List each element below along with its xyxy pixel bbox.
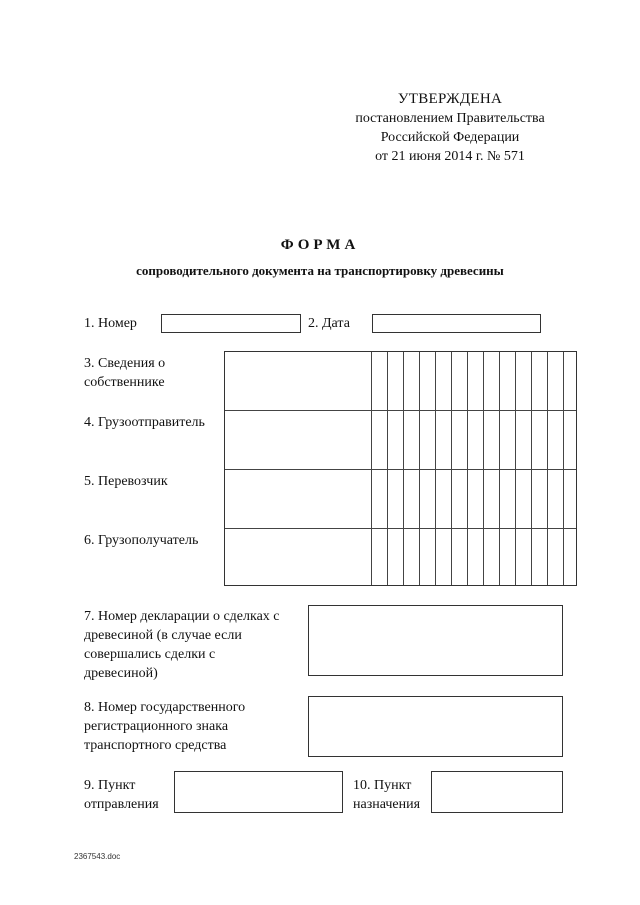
grid-col-divider bbox=[563, 352, 564, 585]
declaration-field[interactable] bbox=[308, 605, 563, 676]
consignee-field[interactable] bbox=[225, 529, 371, 585]
approval-block bbox=[330, 90, 570, 166]
grid-col-divider bbox=[547, 352, 548, 585]
grid-row-divider bbox=[225, 469, 576, 470]
grid-col-divider bbox=[371, 352, 372, 585]
consignee-label: 6. Грузополучатель bbox=[84, 533, 199, 548]
form-subtitle: сопроводительного документа на транспортировку древесины bbox=[136, 263, 504, 278]
shipper-field[interactable] bbox=[225, 411, 371, 469]
number-label: 1. Номер bbox=[84, 316, 137, 331]
declaration-label: 7. Номер декларации о сделках с древесиной (в случае если совершались сделки с древесиной) bbox=[84, 609, 280, 681]
approval-line-3: от 21 июня 2014 г. № 571 bbox=[375, 149, 525, 164]
parties-grid bbox=[224, 351, 577, 586]
grid-col-divider bbox=[451, 352, 452, 585]
destination-label: 10. Пункт назначения bbox=[353, 778, 421, 812]
grid-col-divider bbox=[419, 352, 420, 585]
departure-label: 9. Пункт отправления bbox=[84, 778, 159, 812]
approval-line-2: Российской Федерации bbox=[380, 130, 520, 145]
departure-field[interactable] bbox=[174, 771, 343, 813]
grid-col-divider bbox=[467, 352, 468, 585]
date-field[interactable] bbox=[372, 314, 541, 333]
document-code: 2367543.doc bbox=[74, 852, 121, 861]
grid-col-divider bbox=[499, 352, 500, 585]
grid-row-divider bbox=[225, 410, 576, 411]
grid-col-divider bbox=[483, 352, 484, 585]
grid-col-divider bbox=[387, 352, 388, 585]
grid-col-divider bbox=[435, 352, 436, 585]
form-title: ФОРМА bbox=[280, 237, 360, 253]
approval-title: УТВЕРЖДЕНА bbox=[397, 91, 503, 107]
owner-field[interactable] bbox=[225, 352, 371, 410]
registration-label: 8. Номер государственного регистрационного знака транспортного средства bbox=[84, 700, 246, 753]
shipper-label: 4. Грузоотправитель bbox=[84, 415, 205, 430]
owner-label: 3. Сведения о собственнике bbox=[84, 356, 166, 390]
number-field[interactable] bbox=[161, 314, 301, 333]
approval-line-1: постановлением Правительства bbox=[355, 111, 545, 126]
destination-field[interactable] bbox=[431, 771, 563, 813]
carrier-label: 5. Перевозчик bbox=[84, 474, 168, 489]
grid-col-divider bbox=[531, 352, 532, 585]
date-label: 2. Дата bbox=[308, 316, 350, 331]
registration-field[interactable] bbox=[308, 696, 563, 757]
grid-col-divider bbox=[403, 352, 404, 585]
grid-row-divider bbox=[225, 528, 576, 529]
carrier-field[interactable] bbox=[225, 470, 371, 528]
grid-col-divider bbox=[515, 352, 516, 585]
